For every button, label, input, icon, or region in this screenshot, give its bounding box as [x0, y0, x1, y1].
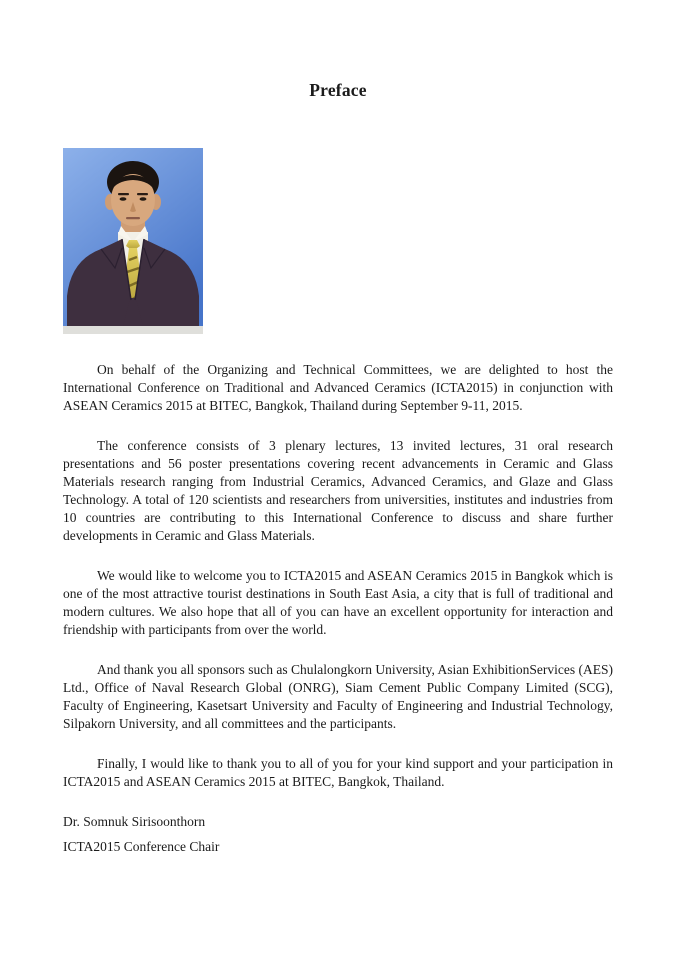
paragraph-2: The conference consists of 3 plenary lectures, 13 invited lectures, 31 oral research presentations and 56 poster presentations covering recent advancements in Ceramic and Glass Materials research ranging from Industrial Ceramics, Advanced Ceramics, and Glaze and Glass Technology. A total of 120 scientists and researchers from universities, institutes and industries from 10 countries are contributing to this International Conference to discuss and share further developments in Ceramic and Glass Materials. [63, 438, 613, 543]
paragraph-1: On behalf of the Organizing and Technical Committees, we are delighted to host the International Conference on Traditional and Advanced Ceramics (ICTA2015) in conjunction with ASEAN Ceramics 2015 at BITEC, Bangkok, Thailand during September 9-11, 2015. [63, 362, 613, 413]
page-title: Preface [309, 80, 367, 100]
paragraph-3: We would like to welcome you to ICTA2015 and ASEAN Ceramics 2015 in Bangkok which is one of the most attractive tourist destinations in South East Asia, a city that is full of traditional and modern cultures. We also hope that all of you can have an excellent opportunity for interaction and friendship with participants from over the world. [63, 568, 613, 637]
signature-name: Dr. Somnuk Sirisoonthorn [63, 814, 206, 829]
paragraph-4: And thank you all sponsors such as Chulalongkorn University, Asian ExhibitionServices (AES) Ltd., Office of Naval Research Global (ONRG), Siam Cement Public Company Limited (SCG), Faculty of Engineering, Kasetsart University and Faculty of Engineering and Industrial Technology, Silpakorn University, and all committees and the participants. [63, 662, 613, 731]
portrait-photo-graphic [63, 148, 203, 334]
chair-portrait-photo [63, 148, 203, 334]
signature-role: ICTA2015 Conference Chair [63, 839, 220, 854]
paragraph-5: Finally, I would like to thank you to all of you for your kind support and your participation in ICTA2015 and ASEAN Ceramics 2015 at BITEC, Bangkok, Thailand. [63, 756, 613, 789]
